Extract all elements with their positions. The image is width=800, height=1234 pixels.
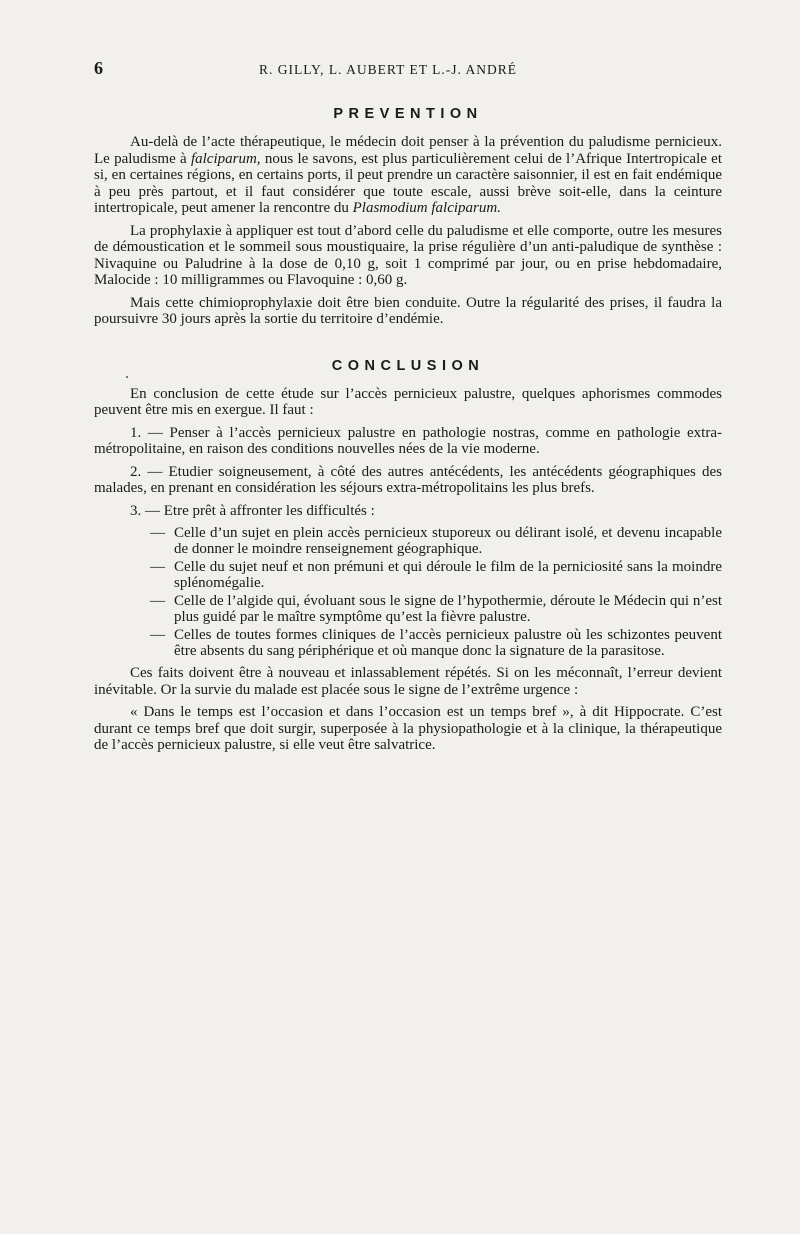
text-run: nous le savons, est plus particulièrement celui de l’Afrique Intertropicale et si, en certaines régions, en certains ports, il peut prendre un caractère saisonnier, il est en fait endémique à peu près partout, et il faut considérer que toute escale, aussi brève soit-elle, dans la ceinture intertropicale, peut amener la rencontre du — [94, 150, 722, 216]
list-item — [94, 559, 722, 591]
conclusion-heading: CONCLUSION — [331, 357, 485, 374]
list-item-text: Celles de toutes formes cliniques de l’accès pernicieux palustre où les schizontes peuvent être absents du sang périphérique et où manque donc la signature de la parasitose. — [174, 627, 722, 659]
dash-marker: — — [150, 593, 165, 609]
conclusion-item-3: 3. — Etre prêt à affronter les difficultés : — [130, 502, 375, 519]
hippocrates-quote: « Dans le temps est l’occasion et dans l’occasion est un temps bref », à dit Hippocrate. C’est durant ce temps bref que doit surgir, superposée à la physiopathologie et à la clinique, la thérapeutique de l’accès pernicieux palustre, si elle veut être salvatrice. — [94, 704, 722, 753]
prevention-paragraph-3: Mais cette chimioprophylaxie doit être bien conduite. Outre la régularité des prises, il faudra la poursuivre 30 jours après la sortie du territoire d’endémie. — [94, 294, 722, 327]
running-authors: R. GILLY, L. AUBERT ET L.-J. ANDRÉ — [259, 62, 517, 77]
list-item-text: Celle du sujet neuf et non prémuni et qui déroule le film de la perniciosité sans la moindre splénomégalie. — [174, 559, 722, 591]
page-number: 6 — [94, 58, 103, 78]
conclusion-item-2: 2. — Etudier soigneusement, à côté des autres antécédents, les antécédents géographiques des malades, en prenant en considération les séjours extra-métropolitains les plus brefs. — [94, 463, 722, 496]
prevention-paragraph-2: La prophylaxie à appliquer est tout d’abord celle du paludisme et elle comporte, outre les mesures de démoustication et le sommeil sous moustiquaire, la prise régulière d’un anti-paludique de synthèse : Nivaquine ou Paludrine à la dose de 0,10 g, soit 1 comprimé par jour, ou en prise hebdomadaire, Malocide : 10 milligrammes ou Flavoquine : 0,60 g. — [94, 222, 722, 288]
dash-marker: — — [150, 525, 165, 541]
italic-term: falciparum, — [190, 150, 261, 167]
italic-term: Plasmodium falciparum. — [352, 200, 501, 216]
text-run: Au-delà de l’acte thérapeutique, le médecin doit penser à la prévention du paludisme pernicieux. Le paludisme à — [94, 134, 722, 167]
conclusion-item-1: 1. — Penser à l’accès pernicieux palustre en pathologie nostras, comme en pathologie extra-métropolitaine, en raison des conditions nouvelles nées de la vie moderne. — [94, 424, 722, 457]
list-item-text: Celle d’un sujet en plein accès pernicieux stuporeux ou délirant isolé, et devenu incapable de donner le moindre renseignement géographique. — [174, 525, 722, 557]
conclusion-intro: En conclusion de cette étude sur l’accès pernicieux palustre, quelques aphorismes commodes peuvent être mis en exergue. Il faut : — [94, 385, 722, 418]
dash-marker: — — [150, 559, 165, 575]
list-item — [94, 627, 722, 659]
prevention-paragraph-1 — [94, 134, 722, 217]
dash-marker: — — [150, 627, 165, 643]
prevention-heading: PREVENTION — [333, 106, 483, 122]
list-item-text: Celle de l’algide qui, évoluant sous le signe de l’hypothermie, déroute le Médecin qui n’est plus guidé par le maître symptôme qu’est la fièvre palustre. — [174, 593, 722, 625]
difficulties-list — [94, 525, 722, 659]
page — [94, 58, 722, 760]
list-item — [94, 593, 722, 625]
list-item — [94, 525, 722, 557]
conclusion-facts: Ces faits doivent être à nouveau et inlassablement répétés. Si on les méconnaît, l’erreur devient inévitable. Or la survie du malade est placée sous le signe de l’extrême urgence : — [94, 665, 722, 698]
running-header — [94, 58, 722, 84]
